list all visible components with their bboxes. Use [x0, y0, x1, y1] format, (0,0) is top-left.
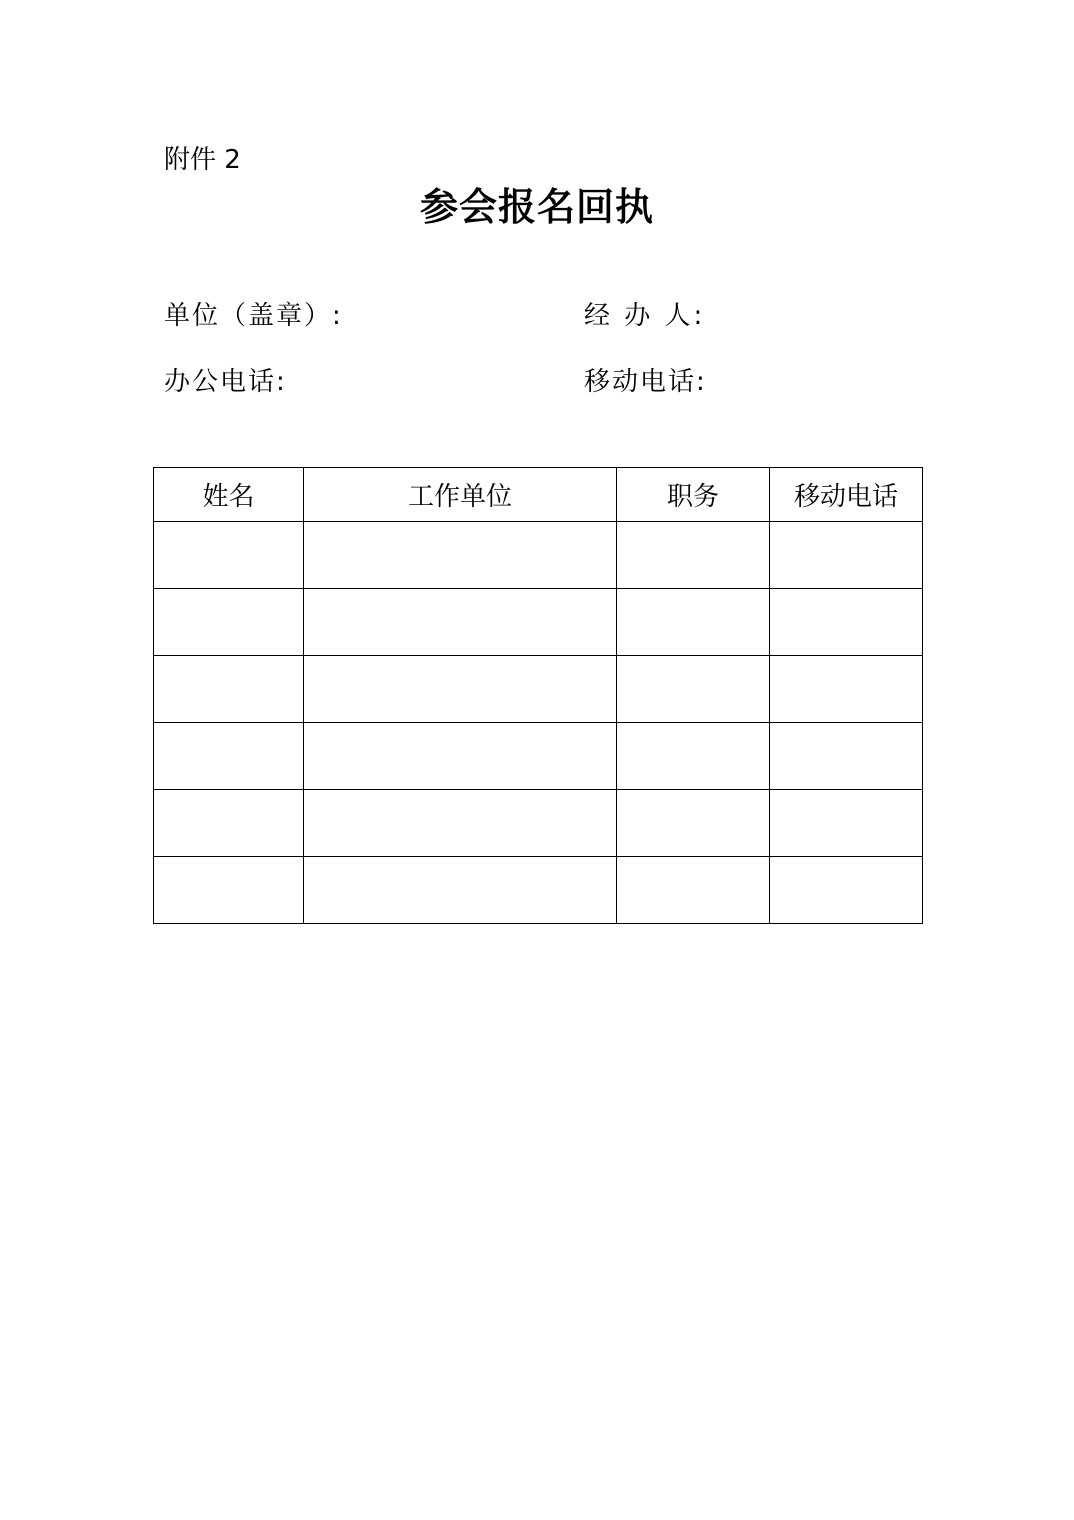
mobile-phone-field-label: 移动电话: [584, 367, 707, 397]
cell-work-unit[interactable] [304, 656, 617, 723]
cell-position[interactable] [617, 656, 770, 723]
cell-position[interactable] [617, 522, 770, 589]
cell-name[interactable] [154, 522, 304, 589]
cell-work-unit[interactable] [304, 522, 617, 589]
attachment-label: 附件 2 [164, 145, 241, 175]
table-row [154, 656, 923, 723]
cell-name[interactable] [154, 723, 304, 790]
header-work-unit: 工作单位 [304, 468, 617, 522]
cell-position[interactable] [617, 857, 770, 924]
cell-work-unit[interactable] [304, 723, 617, 790]
cell-position[interactable] [617, 790, 770, 857]
header-name: 姓名 [154, 468, 304, 522]
cell-name[interactable] [154, 857, 304, 924]
table-header-row [154, 468, 923, 522]
table-row [154, 857, 923, 924]
cell-mobile-phone[interactable] [770, 656, 923, 723]
cell-mobile-phone[interactable] [770, 522, 923, 589]
table-row [154, 522, 923, 589]
cell-mobile-phone[interactable] [770, 723, 923, 790]
cell-position[interactable] [617, 723, 770, 790]
cell-work-unit[interactable] [304, 857, 617, 924]
cell-work-unit[interactable] [304, 790, 617, 857]
cell-position[interactable] [617, 589, 770, 656]
cell-mobile-phone[interactable] [770, 790, 923, 857]
cell-work-unit[interactable] [304, 589, 617, 656]
header-mobile-phone: 移动电话 [770, 468, 923, 522]
cell-mobile-phone[interactable] [770, 589, 923, 656]
header-position: 职务 [617, 468, 770, 522]
cell-mobile-phone[interactable] [770, 857, 923, 924]
cell-name[interactable] [154, 589, 304, 656]
page-title: 参会报名回执 [419, 184, 654, 229]
table-row [154, 589, 923, 656]
cell-name[interactable] [154, 656, 304, 723]
table-row [154, 790, 923, 857]
unit-seal-field-label: 单位（盖章）: [164, 301, 343, 331]
handler-field-label: 经 办 人: [584, 301, 706, 331]
cell-name[interactable] [154, 790, 304, 857]
registration-table [153, 467, 923, 924]
office-phone-field-label: 办公电话: [164, 367, 287, 397]
table-row [154, 723, 923, 790]
